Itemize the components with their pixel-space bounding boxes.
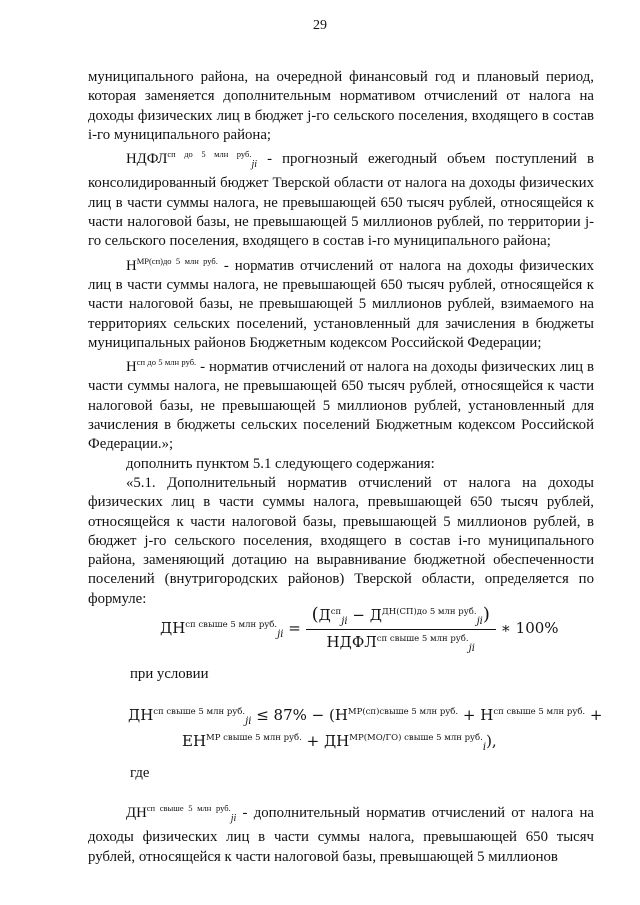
body-text-top — [88, 68, 594, 609]
paragraph-point-5-1: «5.1. Дополнительный норматив отчислений от налога на доходы физических лиц в части суммы налога, превышающей 650 тысяч рублей, относящейся к части налоговой базы, превышающей 5 миллионов рублей, в бюджет j-го сельского поселения, входящего в состав i-го муниципального района, заменяющий дотацию на выравнивание бюджетной обеспеченности поселений (внутригородских районов) Тверской области, определяется по формуле: — [88, 474, 594, 607]
symbol-ndfl: $НДФЛ^{сп до 5 млн руб.}_{ji}$ — [126, 149, 258, 171]
paragraph-dn-definition: $ДН^{сп свыше 5 млн руб.}_{ji}$ - дополнительный норматив отчислений от налога на доходы физических лиц в части суммы налога, превышающей 650 тысяч рублей, относящейся к части налоговой базы, превышающей 5 миллионов — [88, 803, 594, 865]
paragraph-mr-norm-definition: $Н^{МР(сп)до 5 млн руб.}$ - норматив отчислений от налога на доходы физических лиц в части суммы налога, не превышающей 650 тысяч рублей, относящейся к части налоговой базы, не превышающей 5 миллионов рублей, взимаемого на территориях сельских поселений, установленный для зачисления в бюджеты муниципальных районов Бюджетным кодексом Российской Федерации; — [88, 255, 594, 351]
paragraph-amendment-intro: дополнить пунктом 5.1 следующего содержания: — [126, 455, 435, 472]
symbol-n-sp: $Н^{сп до 5 млн руб.}$ — [126, 357, 197, 376]
formula-condition-line1: $ДН^{сп свыше 5 млн руб.}_{ji} \le 87\% - (Н^{МР(сп)свыше 5 млн руб.} + Н^{сп свыше 5 млн руб.}$ + — [128, 706, 603, 727]
formula-lhs: $ДН^{сп свыше 5 млн руб.}_{ji}$ — [160, 619, 284, 640]
condition-label: при условии — [130, 666, 209, 682]
page-number: 29 — [313, 18, 327, 33]
formula-additional-norm: $ДН^{сп свыше 5 млн руб.}_{ji}$ = $\frac{(Д^{сп}_{ji} - Д^{ДН(СП)до 5 млн руб.}_{ji})}{НДФЛ^{сп свыше 5 млн руб.}_{ji}}$ ∗ 100% — [160, 604, 559, 654]
formula-condition-line2: $ЕН^{МР свыше 5 млн руб.} + ДН^{МР(МО/ГО) свыше 5 млн руб.}_i$), — [182, 732, 497, 753]
paragraph-continuation: муниципального района, на очередной финансовый год и плановый период, которая заменяется дополнительным нормативом отчислений от налога на доходы физических лиц в бюджет j-го сельского поселения, входящего в состав i-го муниципального района; — [88, 69, 594, 143]
symbol-n-mr: $Н^{МР(сп)до 5 млн руб.}$ — [126, 255, 218, 274]
paragraph-ndfl-definition: $НДФЛ^{сп до 5 млн руб.}_{ji}$ - прогнозный ежегодный объем поступлений в консолидированный бюджет Тверской области от налога на доходы физических лиц в части суммы налога, не превышающей 650 тысяч рублей, относящейся к части налоговой базы, не превышающей 5 миллионов рублей, по территории j-го сельского поселения, входящего в состав i-го муниципального района; — [88, 149, 595, 250]
body-text-bottom — [88, 799, 594, 867]
where-label: где — [130, 765, 150, 781]
symbol-dn: $ДН^{сп свыше 5 млн руб.}_{ji}$ — [126, 803, 237, 824]
formula-fraction — [306, 604, 496, 654]
formula-denominator: $НДФЛ^{сп свыше 5 млн руб.}_{ji}$ — [326, 633, 475, 654]
formula-numerator: $(Д^{сп}_{ji} - Д^{ДН(СП)до 5 млн руб.}_{ji})$ — [306, 604, 496, 630]
paragraph-sp-norm-definition: $Н^{сп до 5 млн руб.}$ - норматив отчислений от налога на доходы физических лиц в части суммы налога, не превышающей 650 тысяч рублей, относящейся к части налоговой базы, не превышающей 5 миллионов рублей, установленный для зачисления в бюджеты сельских поселений Бюджетным кодексом Российской Федерации.»; — [88, 357, 594, 453]
